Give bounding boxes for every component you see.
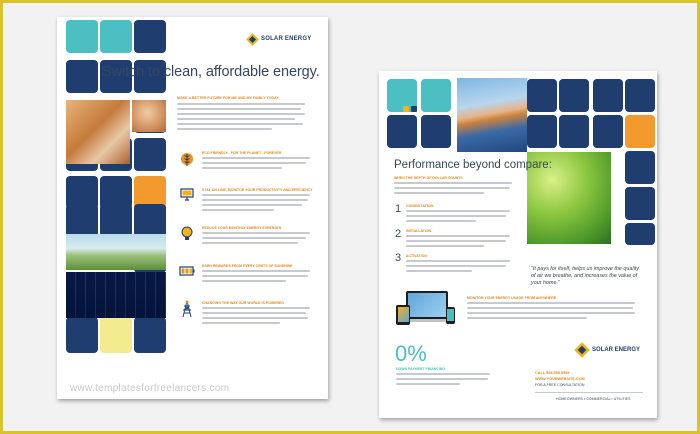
grid-tile	[559, 79, 589, 112]
color-swatch	[395, 106, 401, 112]
flyer-footer: HOMEOWNERS • COMMERCIAL • UTILITIES	[556, 397, 631, 401]
grid-tile	[559, 115, 589, 148]
grid-tile	[66, 60, 98, 93]
section-heading: STAY ON LINE, MONITOR YOUR PRODUCTIVITY AND EFFICIENCY	[202, 188, 313, 192]
grid-tile	[421, 79, 451, 112]
step-number: 3	[395, 252, 402, 264]
call-text: CALL 555.555.5555	[535, 371, 570, 375]
solar-energy-logo	[574, 342, 649, 360]
section-heading: CHANGING THE WAY OUR WORLD IS POWERED	[202, 301, 284, 305]
big-stat: 0%	[395, 341, 427, 366]
grid-tile	[593, 115, 623, 148]
watermark-text: www.templatesforfreelancers.com	[70, 383, 230, 394]
grid-tile	[100, 20, 132, 53]
brochure-page	[57, 17, 328, 399]
grid-tile	[387, 115, 417, 148]
grid-tile	[527, 79, 557, 112]
grid-tile	[66, 20, 98, 53]
step-number: 2	[395, 228, 402, 240]
grid-tile	[421, 115, 451, 148]
step-heading: INSTALLATION	[406, 229, 432, 233]
grid-tile	[593, 79, 623, 112]
grid-tile	[527, 115, 557, 148]
section-heading: ECO FRIENDLY - FOR THE PLANET - FOREVER	[202, 151, 282, 155]
grid-tile	[100, 317, 132, 353]
monitor-icon	[180, 187, 194, 201]
grid-tile	[625, 187, 655, 220]
grid-tile	[625, 223, 655, 245]
grid-tile	[100, 204, 132, 237]
brochure-headline: Switch to clean, affordable energy.	[102, 64, 320, 80]
footer-divider	[535, 392, 643, 393]
color-swatch	[411, 106, 417, 112]
devices-illustration	[396, 289, 458, 333]
power-tower-icon	[181, 300, 193, 318]
section-heading: EARN REWARDS FROM EVERY CENTS OF SUNSHINE	[202, 264, 293, 268]
tablet	[396, 305, 410, 325]
grid-tile	[625, 151, 655, 184]
logo-text: SOLAR ENERGY	[592, 347, 641, 353]
website-text: WWW.YOURWEBSITE.COM	[535, 377, 585, 381]
flyer-subheading: WHEN THE DEPTH OF DOLLAR COUNTS	[394, 176, 463, 180]
grid-tile	[134, 138, 166, 171]
battery-icon	[179, 265, 195, 277]
laptop-screen	[406, 291, 448, 319]
sun-logo-icon	[574, 342, 590, 358]
solar-panels-photo	[66, 272, 166, 318]
step-heading: ACTIVATION	[406, 254, 427, 258]
step-number: 1	[395, 203, 402, 215]
devices-heading: MONITOR YOUR ENERGY USAGE FROM ANYWHERE	[467, 296, 557, 300]
landscape-photo	[66, 234, 166, 270]
intro-heading: MAKE A BETTER FUTURE FOR ME AND MY FAMILY TODAY	[177, 96, 279, 100]
grid-tile	[66, 317, 98, 353]
step-heading: CONSULTATION	[406, 204, 434, 208]
grid-tile	[66, 204, 98, 237]
grid-tile	[134, 204, 166, 237]
lightbulb-icon	[181, 226, 193, 242]
testimonial-quote: "It pays for itself, helps us improve the quality of air we breathe, and increases the value of your home."	[531, 266, 639, 287]
family-photo	[66, 100, 130, 164]
section-heading: REDUCE YOUR MONTHLY ENERGY EXPENSES	[202, 226, 282, 230]
color-swatch	[403, 106, 409, 112]
consultation-text: FOR A FREE CONSULTATION	[535, 383, 585, 387]
installer-photo	[457, 78, 527, 152]
solar-energy-logo	[246, 33, 316, 47]
grid-tile	[625, 79, 655, 112]
flyer-headline: Performance beyond compare:	[394, 159, 552, 171]
grid-tile	[625, 115, 655, 148]
logo-text: SOLAR ENERGY	[261, 36, 312, 42]
wheat-icon	[181, 152, 193, 168]
girl-photo	[132, 100, 166, 132]
flyer-page	[379, 71, 657, 418]
stat-caption: DOWN PAYMENT FINANCING	[396, 367, 445, 371]
phone	[446, 307, 455, 324]
sun-logo-icon	[246, 33, 259, 46]
grid-tile	[134, 317, 166, 353]
grid-tile	[134, 20, 166, 53]
